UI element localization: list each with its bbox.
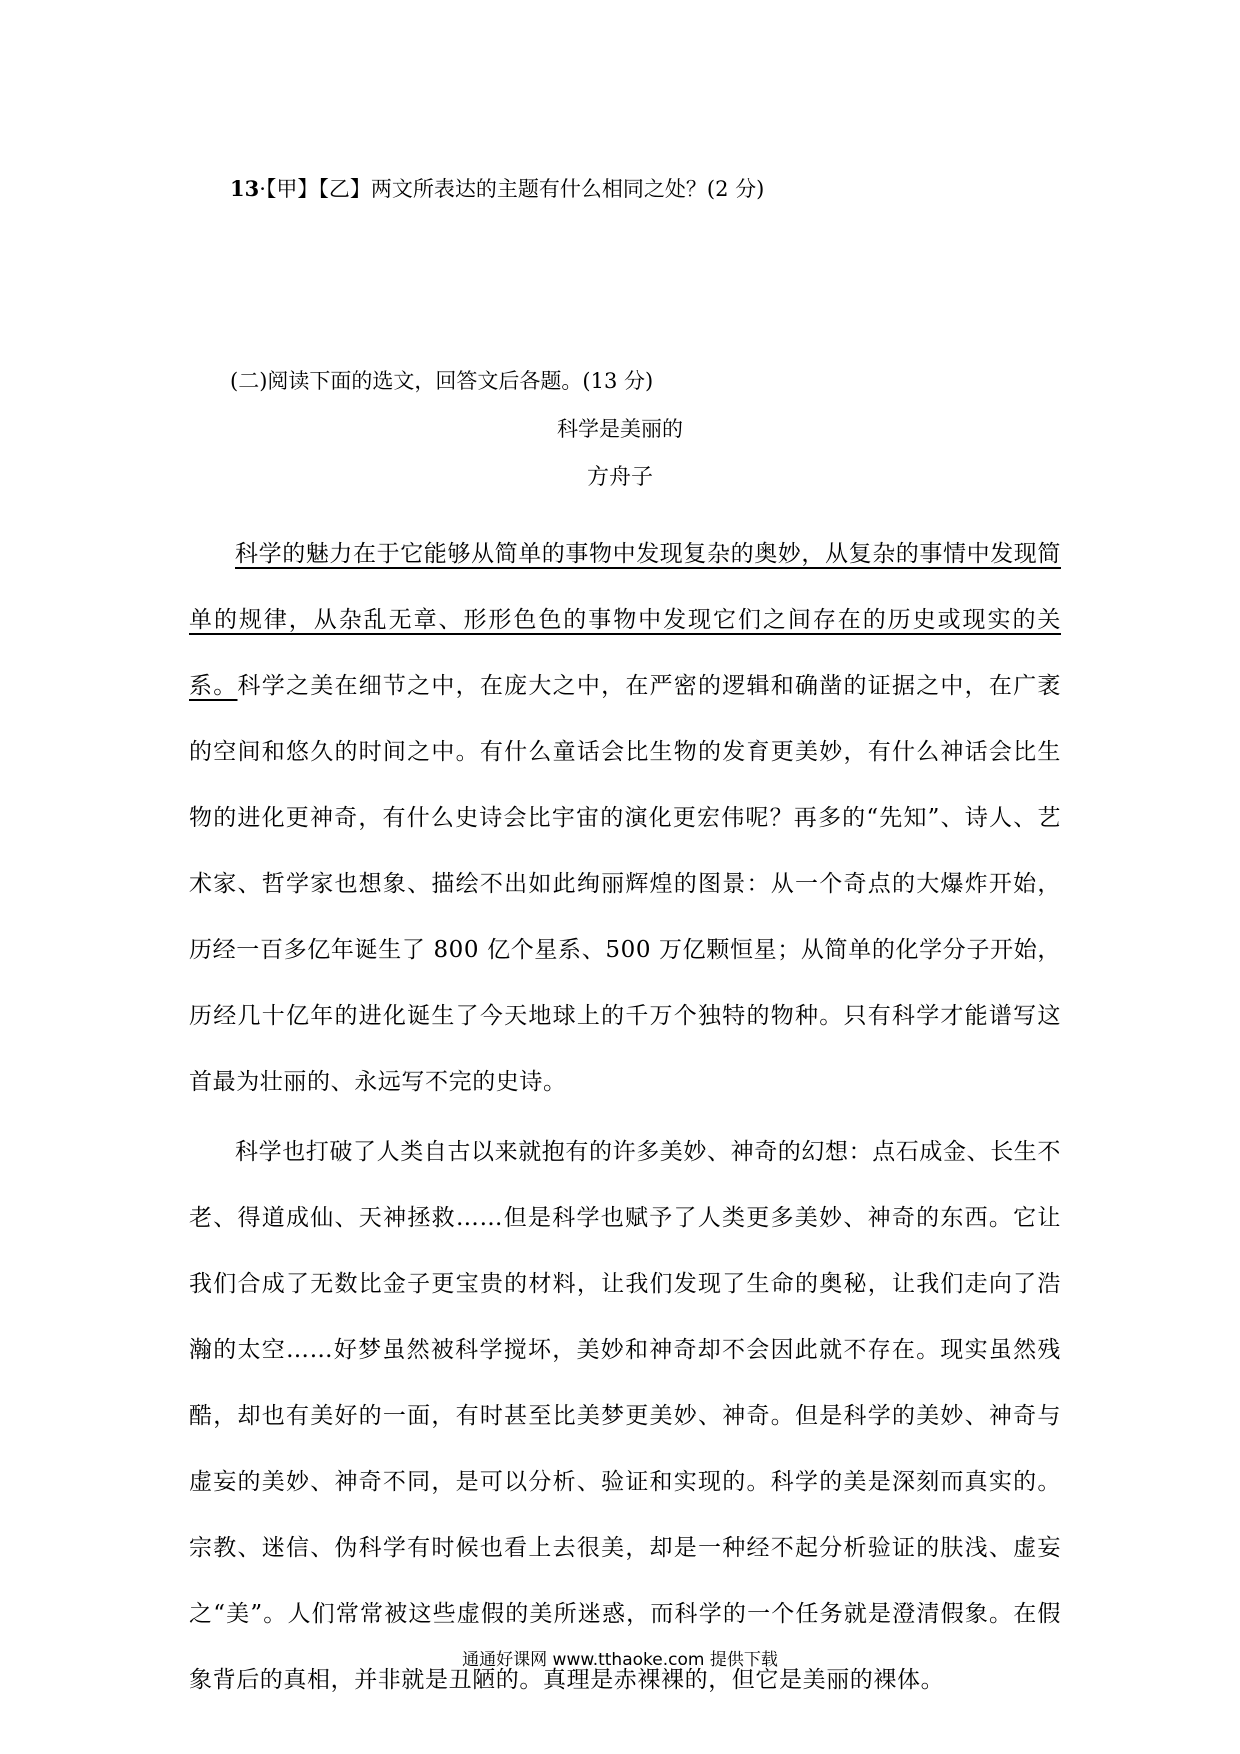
footer-source: 通通好课网 www.tthaoke.com 提供下载 [462,1650,778,1670]
paragraph-1-rest: 科学之美在细节之中，在庞大之中，在严密的逻辑和确凿的证据之中，在广袤的空间和悠久的时间之中。有什么童话会比生物的发育更美妙，有什么神话会比生物的进化更神奇，有什么史诗会比宇宙的演化更宏伟呢？再多的“先知”、诗人、艺术家、哲学家也想象、描绘不出如此绚丽辉煌的图景：从一个奇点的大爆炸开始，历经一百多亿年诞生了 800 亿个星系、500 万亿颗恒星；从简单的化学分子开始，历经几十亿年的进化诞生了今天地球上的千万个独特的物种。只有科学才能谱写这首最为壮丽的、永远写不完的史诗。 [189,673,1061,1095]
question-text: ·【甲】【乙】两文所表达的主题有什么相同之处？(2 分) [259,177,765,201]
question-13 [230,174,764,204]
reading-section-instruction: (二)阅读下面的选文，回答文后各题。(13 分) [230,369,654,393]
article-title: 科学是美丽的 [557,417,683,441]
question-number: 13 [230,176,260,201]
underlined-sentence: 科学的魅力在于它能够从简单的事物中发现复杂的奥妙，从复杂的事情中发现简单的规律，从杂乱无章、形形色色的事物中发现它们之间存在的历史或现实的关系。 [189,541,1061,699]
paragraph-2: 科学也打破了人类自古以来就抱有的许多美妙、神奇的幻想：点石成金、长生不老、得道成仙、天神拯救……但是科学也赋予了人类更多美妙、神奇的东西。它让我们合成了无数比金子更宝贵的材料，让我们发现了生命的奥秘，让我们走向了浩瀚的太空……好梦虽然被科学搅坏，美妙和神奇却不会因此就不存在。现实虽然残酷，却也有美好的一面，有时甚至比美梦更美妙、神奇。但是科学的美妙、神奇与虚妄的美妙、神奇不同，是可以分析、验证和实现的。科学的美是深刻而真实的。宗教、迷信、伪科学有时候也看上去很美，却是一种经不起分析验证的肤浅、虚妄之“美”。人们常常被这些虚假的美所迷惑，而科学的一个任务就是澄清假象。在假象背后的真相，并非就是丑陋的。真理是赤裸裸的，但它是美丽的裸体。 [189,1139,1061,1693]
paragraph-1 [189,521,1061,1115]
article-body [189,521,1061,1713]
article-author: 方舟子 [586,465,653,490]
